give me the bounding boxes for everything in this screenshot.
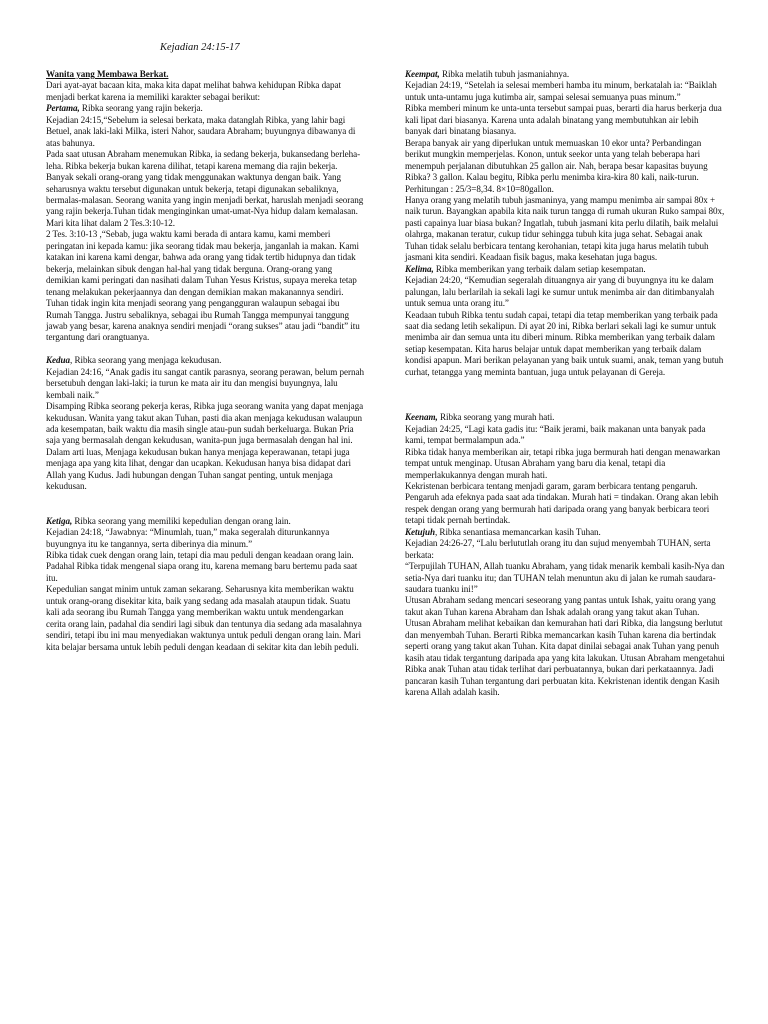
point-6-heading: Keenam, Ribka seorang yang murah hati.: [405, 412, 555, 423]
paragraph: Kejadian 24:15,“Sebelum ia selesai berkata, maka datanglah Ribka, yang lahir bagi Betuel, anak laki-laki Milka, isteri Nahor, saudara Abraham; buyungnya dibawanya di atas bahunya.: [46, 114, 356, 148]
paragraph: Kejadian 24:16, “Anak gadis itu sangat cantik parasnya, seorang perawan, belum pernah bersetubuh dengan laki-laki; ia turun ke mata air itu dan mengisi buyungnya, lalu kembali naik.”: [46, 366, 364, 400]
point-2: [46, 355, 364, 492]
paragraph: Ribka tidak cuek dengan orang lain, tetapi dia mau peduli dengan keadaan orang lain. Padahal Ribka tidak mengenal siapa orang itu, karena memang baru bertemu pada saat itu.: [46, 549, 358, 583]
point-3-heading: Ketiga, Ribka seorang yang memiliki kepedulian dengan orang lain.: [46, 515, 291, 526]
point-5-heading: Kelima, Ribka memberikan yang terbaik dalam setiap kesempatan.: [405, 263, 646, 274]
paragraph: “Terpujilah TUHAN, Allah tuanku Abraham, yang tidak menarik kembali kasih-Nya dan setia-Nya dari tuanku itu; dan TUHAN telah menuntun aku di jalan ke rumah saudara-saudara tuanku ini!”: [405, 561, 725, 595]
paragraph: Ribka tidak hanya memberikan air, tetapi ribka juga bermurah hati dengan menawarkan tempat untuk menginap. Utusan Abraham yang baru dia kenal, tetapi dia memperlakukannya dengan murah hati.: [405, 446, 721, 480]
paragraph: Tuhan tidak ingin kita menjadi seorang yang pengangguran walaupun sebagai ibu Rumah Tangga. Justru sebaliknya, sebagai ibu Rumah Tangga mempunyai tanggung jawab yang besar, karena anaknya sendiri menjadi “orang sukses” atau jadi “bandit” itu tergantung dari orangtuanya.: [46, 298, 360, 343]
point-3: [46, 516, 364, 653]
paragraph: Hanya orang yang melatih tubuh jasmaninya, yang mampu menimba air sampai 80x + naik turun. Bayangkan apabila kita naik turun tangga di rumah ukuran Ruko sampai 80x, pasti capainya luar biasa bukan? Ingatlah, tubuh jasmani kita perlu dilatih, baik melalui olahrga, makanan teratur, cukup tidur sehingga tubuh kita juga sehat. Sebagai anak Tuhan tidak selalu berbicara tentang kerohanian, tetapi kita juga harus melatih tubuh jasmani kita sendiri. Keadaan fisik bagus, maka kesehatan juga bagus.: [405, 194, 725, 263]
paragraph: Utusan Abraham sedang mencari seseorang yang pantas untuk Ishak, yaitu orang yang takut akan Tuhan karena Abraham dan Ishak adalah orang yang takut akan Tuhan. Utusan Abraham melihat kebaikan dan kemurahan hati dari Ribka, dia langsung berlutut dan menyembah Tuhan. Berarti Ribka memancarkan kasih Tuhan karena dia bertindak seperti orang yang takut akan Tuhan. Kita dapat dinilai sebagai anak Tuhan yang penuh kasih atau tidak tergantung daripada apa yang kita lakukan. Utusan Abraham mengetahui Ribka anak Tuhan atau tidak terlihat dari perbuatannya, bukan dari perkataannya. Jadi pancaran kasih Tuhan tergantung dari perbuatan kita. Kekristenan identik dengan Kasih karena Allah adalah kasih.: [405, 595, 725, 698]
paragraph: 2 Tes. 3:10-13 ,“Sebab, juga waktu kami berada di antara kamu, kami memberi peringatan ini kepada kamu: jika seorang tidak mau bekerja, janganlah ia makan. Kami katakan ini karena kami dengar, bahwa ada orang yang tidak tertib hidupnya dan tidak bekerja, melainkan sibuk dengan hal-hal yang tidak berguna. Orang-orang yang demikian kami peringati dan nasihati dalam Tuhan Yesus Kristus, supaya mereka tetap tenang melakukan pekerjaannya dan dengan demikian makan makanannya sendiri.: [46, 229, 359, 297]
paragraph: Keadaan tubuh Ribka tentu sudah capai, tetapi dia tetap memberikan yang terbaik pada saat dia sedang letih sekalipun. Di ayat 20 ini, Ribka berlari sekali lagi ke sumur untuk menimba air dan semua unta itu diberi minum. Ribka memberikan yang terbaik dalam setiap kesempatan. Kita harus belajar untuk dapat memberikan yang terbaik dalam kondisi apapun. Mari berikan pelayanan yang baik untuk suami, anak, teman yang butuh curhat, tetangga yang meminta bantuan, juga untuk pelayanan di Gereja.: [405, 309, 724, 377]
right-column: [405, 69, 725, 699]
page-title: Kejadian 24:15-17: [160, 42, 240, 53]
paragraph: Berapa banyak air yang diperlukan untuk memuaskan 10 ekor unta? Perbandingan berikut mungkin memperjelas. Konon, untuk seekor unta yang telah beberapa hari menempuh perjalanan dibutuhkan 25 gallon air. Nah, berapa besar kapasitas buyung Ribka? 3 gallon. Kalau begitu, Ribka perlu menimba kira-kira 80 kali, naik-turun. Perhitungan : 25/3=8,34. 8×10=80gallon.: [405, 137, 708, 194]
paragraph: Kejadian 24:26-27, “Lalu berlututlah orang itu dan sujud menyembah TUHAN, serta berkata:: [405, 538, 711, 560]
paragraph: Dalam arti luas, Menjaga kekudusan bukan hanya menjaga keperawanan, tetapi juga menjaga apa yang kita lihat, dengar dan ucapkan. Kekudusan hanya bisa didapat dari Allah yang Kudus. Jadi hubungan dengan Tuhan sangat penting, untuk menjaga kekudusan.: [46, 446, 351, 492]
paragraph: Kekristenan berbicara tentang menjadi garam, garam berbicara tentang pengaruh. Pengaruh ada efeknya pada saat ada tindakan. Murah hati = tindakan. Orang akan lebih respek dengan orang yang bermurah hati daripada orang yang banyak berbicara teori tetapi tidak pernah bertindak.: [405, 480, 719, 526]
point-5: [405, 264, 725, 379]
point-6: [405, 412, 725, 527]
point-7: [405, 527, 725, 699]
paragraph: Kejadian 24:25, “Lagi kata gadis itu: “Baik jerami, baik makanan unta banyak pada kami, tempat bermalampun ada.”: [405, 423, 706, 446]
paragraph: Disamping Ribka seorang pekerja keras, Ribka juga seorang wanita yang dapat menjaga kekudusan. Wanita yang takut akan Tuhan, pasti dia akan menjaga kekudusan walaupun ada kesempatan, baik waktu dia masih single atau-pun sudah berkeluarga. Bukan Pria saja yang bermasalah dengan kekudusan, wanita-pun juga bermasalah dengan hal ini.: [46, 401, 364, 446]
point-4-heading: Keempat, Ribka melatih tubuh jasmaniahnya.: [405, 69, 570, 79]
point-2-heading: Kedua, Ribka seorang yang menjaga kekudusan.: [46, 355, 222, 366]
point-7-heading: Ketujuh, Ribka senantiasa memancarkan kasih Tuhan.: [405, 526, 601, 537]
section-heading: Wanita yang Membawa Berkat.: [46, 69, 169, 79]
left-column: [46, 69, 364, 653]
point-1: [46, 103, 364, 344]
paragraph: Kejadian 24:18, “Jawabnya: “Minumlah, tuan,” maka segeralah diturunkannya buyungnya itu ke tangannya, serta diberinya dia minum.”: [46, 527, 330, 549]
point-1-heading: Pertama, Ribka seorang yang rajin bekerja.: [46, 103, 203, 114]
intro-paragraph: Dari ayat-ayat bacaan kita, maka kita dapat melihat bahwa kehidupan Ribka dapat menjadi berkat karena ia memiliki karakter sebagai berikut:: [46, 80, 342, 102]
point-4: [405, 69, 725, 264]
paragraph: Kejadian 24:19, “Setelah ia selesai memberi hamba itu minum, berkatalah ia: “Baiklah untuk unta-untamu juga kutimba air, sampai selesai semuanya puas minum.”: [405, 80, 717, 102]
paragraph: Kepedulian sangat minim untuk zaman sekarang. Seharusnya kita memberikan waktu untuk orang-orang disekitar kita, baik yang sedang ada masalah ataupun tidak. Suatu kali ada seorang ibu Rumah Tangga yang memberikan waktu untuk mendengarkan cerita orang lain, padahal dia sendiri lagi sibuk dan tentunya dia sedang ada masalahnya sendiri, tetapi ibu ini mau menyediakan waktunya untuk peduli dengan orang lain. Mari kita belajar bersama untuk lebih peduli dengan keadaan di sekitar kita dan lebih peduli.: [46, 584, 362, 652]
paragraph: Pada saat utusan Abraham menemukan Ribka, ia sedang bekerja, bukansedang berleha-leha. Ribka bekerja bukan karena dilihat, tetapi karena memang dia rajin bekerja. Banyak sekali orang-orang yang tidak menggunakan waktunya dengan baik. Yang seharusnya waktu tersebut digunakan untuk bekerja, tetapi digunakan sebaliknya, bermalas-malasan. Seorang wanita yang ingin menjadi berkat, haruslah menjadi seorang yang rajin bekerja.Tuhan tidak menginginkan umat-umat-Nya hidup dalam kemalasan. Mari kita lihat dalam 2 Tes.3:10-12.: [46, 149, 364, 228]
paragraph: Ribka memberi minum ke unta-unta tersebut sampai puas, berarti dia harus berkerja dua kali lipat dari biasanya. Karena unta adalah binatang yang membutuhkan air lebih banyak dari binatang biasanya.: [405, 103, 722, 137]
paragraph: Kejadian 24:20, “Kemudian segeralah dituangnya air yang di buyungnya itu ke dalam palungan, lalu berlarilah ia sekali lagi ke sumur untuk menimba air dan ditimbanyalah untuk semua unta orang itu.”: [405, 275, 715, 309]
